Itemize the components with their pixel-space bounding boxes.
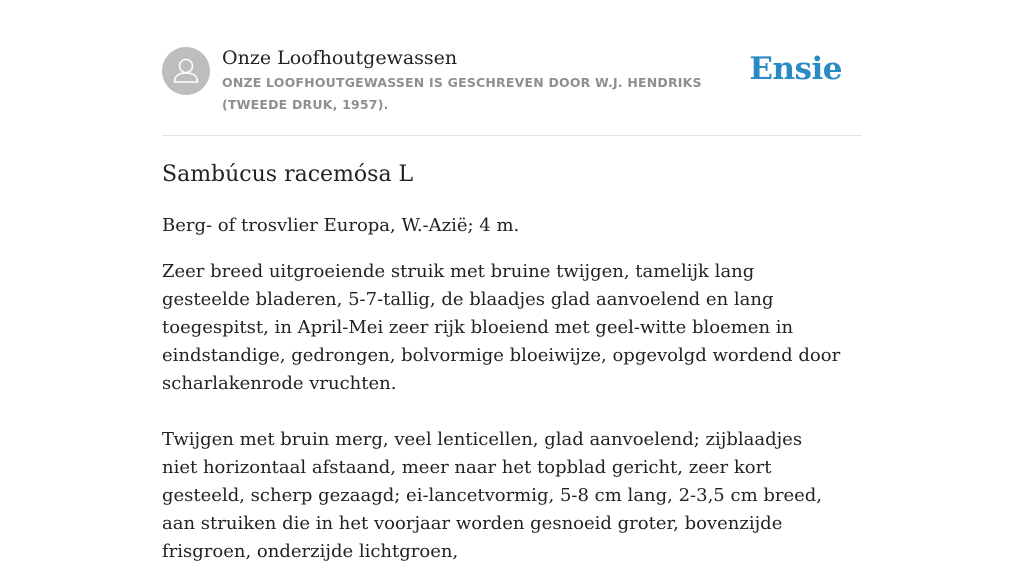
entry-title: Sambúcus racemósa L bbox=[162, 162, 414, 187]
source-description: ONZE LOOFHOUTGEWASSEN IS GESCHREVEN DOOR W.J. HENDRIKS (TWEEDE DRUK, 1957). bbox=[222, 75, 702, 112]
source-header bbox=[162, 0, 862, 136]
source-title[interactable]: Onze Loofhoutgewassen bbox=[222, 47, 458, 69]
entry-paragraph: Zeer breed uitgroeiende struik met bruine twijgen, tamelijk lang gesteelde bladeren, 5-7-tallig, de blaadjes glad aanvoelend en lang toegespitst, in April-Mei zeer rijk bloeiend met geel-witte bloemen in eindstandige, gedrongen, bolvormige bloeiwijze, opgevolgd wordend door scharlakenrode vruchten. bbox=[162, 261, 841, 394]
ensie-logo[interactable]: Ensie bbox=[749, 51, 842, 87]
entry-paragraph: Twijgen met bruin merg, veel lenticellen, glad aanvoelend; zijblaadjes niet horizontaal afstaand, meer naar het topblad gericht, zeer kort gesteeld, scherp gezaagd; ei-lancetvormig, 5-8 cm lang, 2-3,5 cm breed, aan struiken die in het voorjaar worden gesnoeid groter, bovenzijde frisgroen, onderzijde lichtgroen, bbox=[162, 429, 823, 562]
content-container bbox=[162, 0, 862, 566]
user-silhouette-icon[interactable] bbox=[162, 47, 210, 95]
entry-subtitle: Berg- of trosvlier Europa, W.-Azië; 4 m. bbox=[162, 215, 520, 236]
